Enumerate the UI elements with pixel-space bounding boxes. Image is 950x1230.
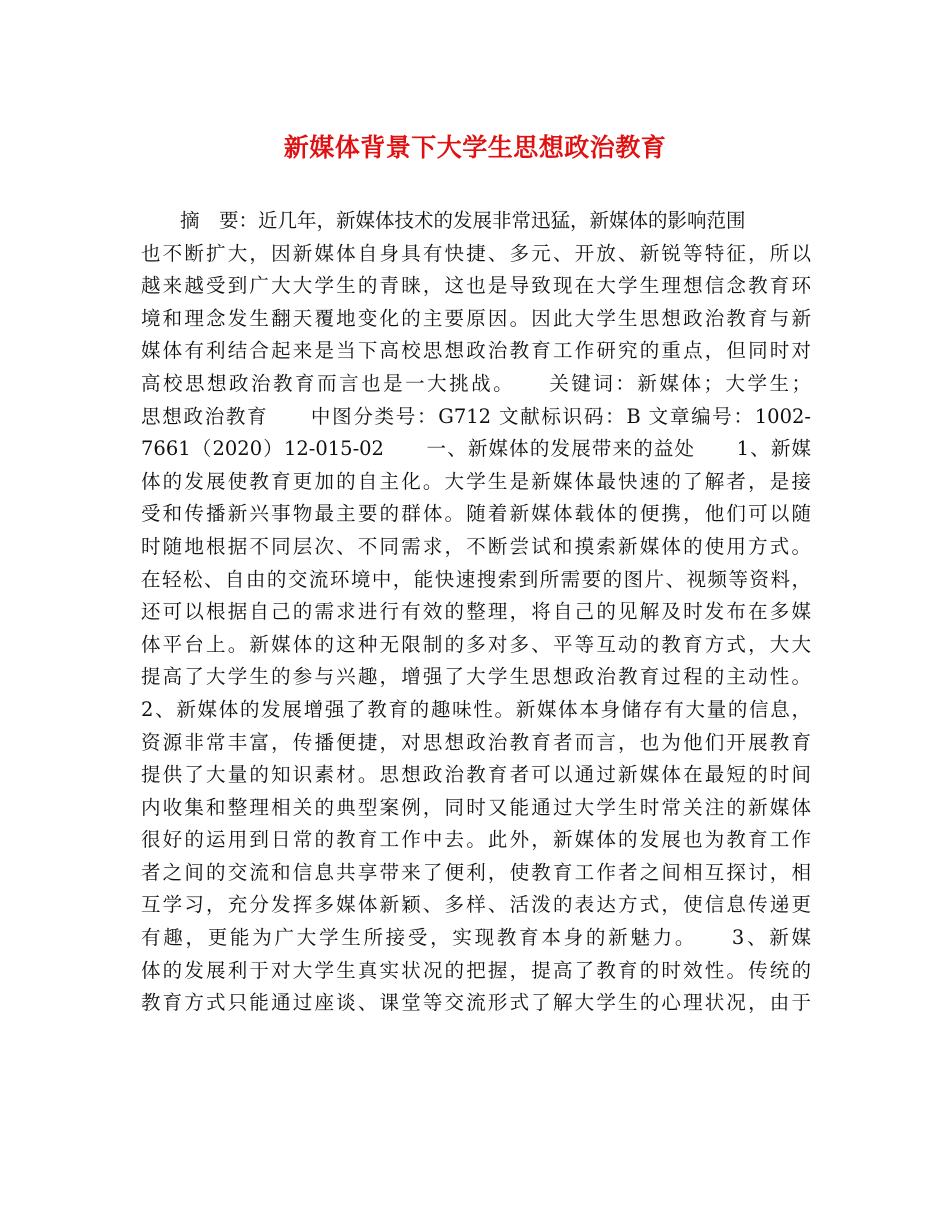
body-line: 媒体有利结合起来是当下高校思想政治教育工作研究的重点，但同时对 — [141, 339, 811, 363]
body-line: 互学习，充分发挥多媒体新颖、多样、活泼的表达方式，使信息传递更 — [141, 893, 811, 917]
body-line: 高校思想政治教育而言也是一大挑战。 关键词：新媒体；大学生； — [141, 371, 811, 395]
body-line: 受和传播新兴事物最主要的群体。随着新媒体载体的便携，他们可以随 — [141, 502, 811, 526]
body-line: 体平台上。新媒体的这种无限制的多对多、平等互动的教育方式，大大 — [141, 632, 811, 656]
body-line: 教育方式只能通过座谈、课堂等交流形式了解大学生的心理状况，由于 — [141, 991, 811, 1015]
body-line: 2、新媒体的发展增强了教育的趣味性。新媒体本身储存有大量的信息， — [141, 697, 811, 721]
document-body — [141, 205, 811, 1020]
body-line: 体的发展使教育更加的自主化。大学生是新媒体最快速的了解者，是接 — [141, 469, 811, 493]
body-line: 有趣，更能为广大学生所接受，实现教育本身的新魅力。 3、新媒 — [141, 926, 811, 950]
body-line: 内收集和整理相关的典型案例，同时又能通过大学生时常关注的新媒体 — [141, 795, 811, 819]
body-line: 提高了大学生的参与兴趣，增强了大学生思想政治教育过程的主动性。 — [141, 665, 811, 689]
body-line: 体的发展利于对大学生真实状况的把握，提高了教育的时效性。传统的 — [141, 958, 811, 982]
body-line: 境和理念发生翻天覆地变化的主要原因。因此大学生思想政治教育与新 — [141, 306, 811, 330]
body-line: 者之间的交流和信息共享带来了便利，使教育工作者之间相互探讨，相 — [141, 860, 811, 884]
body-line: 摘 要：近几年，新媒体技术的发展非常迅猛，新媒体的影响范围 — [141, 209, 746, 232]
body-line: 越来越受到广大大学生的青睐，这也是导致现在大学生理想信念教育环 — [141, 274, 811, 298]
document-title: 新媒体背景下大学生思想政治教育 — [283, 133, 667, 162]
body-line: 思想政治教育 中图分类号：G712 文献标识码：B 文章编号：1002- — [141, 404, 811, 428]
body-line: 在轻松、自由的交流环境中，能快速搜索到所需要的图片、视频等资料， — [141, 567, 811, 591]
body-line: 7661（2020）12-015-02 一、新媒体的发展带来的益处 1、新媒 — [141, 437, 811, 461]
body-line: 也不断扩大，因新媒体自身具有快捷、多元、开放、新锐等特征，所以 — [141, 241, 811, 265]
body-line: 时随地根据不同层次、不同需求，不断尝试和摸索新媒体的使用方式。 — [141, 534, 811, 558]
body-line: 还可以根据自己的需求进行有效的整理，将自己的见解及时发布在多媒 — [141, 600, 811, 624]
body-line: 资源非常丰富，传播便捷，对思想政治教育者而言，也为他们开展教育 — [141, 730, 811, 754]
body-line: 提供了大量的知识素材。思想政治教育者可以通过新媒体在最短的时间 — [141, 763, 811, 787]
body-line: 很好的运用到日常的教育工作中去。此外，新媒体的发展也为教育工作 — [141, 828, 811, 852]
